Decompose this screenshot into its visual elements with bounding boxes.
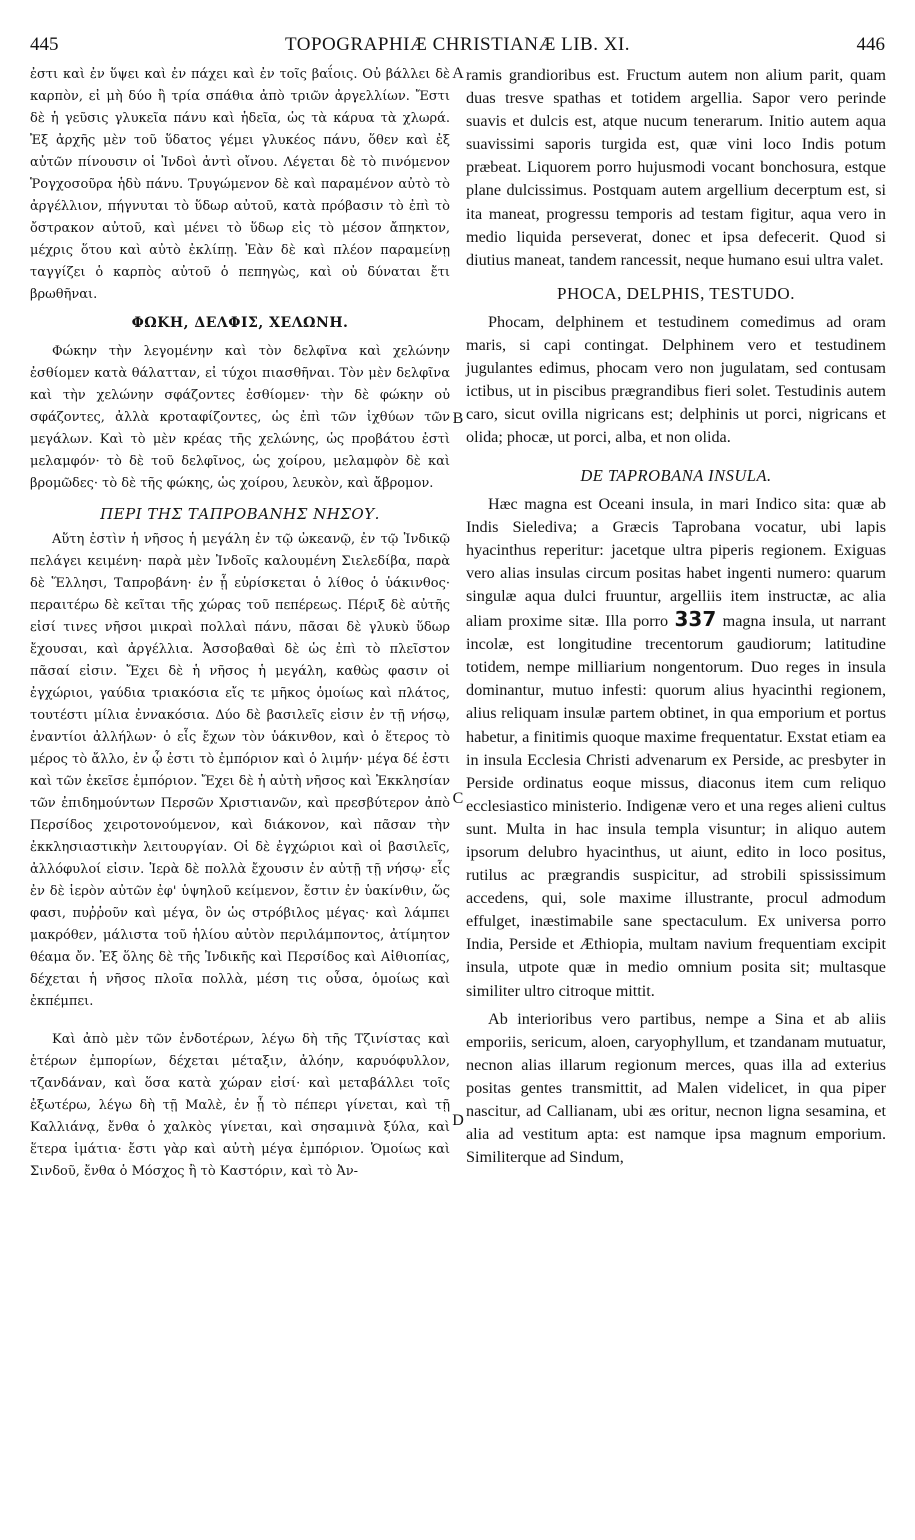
latin-paragraph-2: Phocam, delphinem et testudinem comedimus ad oram maris, si capi contingat. Delphinem vero et testudinem jugulantes edimus, phocam vero non jugulatam, sed contusam ictibus, ut in piscibus prægrandibus fieri solet. Testudinis autem caro, sicut ovilla nigricans est; delphinis ut porci, nigricans et olida; phocæ, ut porci, alba, et non olida. bbox=[466, 312, 886, 447]
page-header bbox=[30, 34, 885, 64]
latin-paragraph-3-end: magna insula, ut narrant incolæ, est longitudine trecentorum gaudiorum; latitudine totidem, nempe milliarium nongentorum. Duo reges in insula dominantur, mutuo infesti: quorum alius hyacinthi regionem, alius reliquam insulæ partem obtinet, in qua emporium et portus habetur, a finitimis quoque maxime frequentatur. Exstat etiam ea in insula Ecclesia Christi advenarum ex Perside, ac presbyter in Perside ordinatus eoque missus, diaconus item cum reliquo ecclesiastico ministerio. Indigenæ vero et una reges alieni cultus sunt. Multa in hac insula templa visuntur; in aliquo autem ipsorum delubro hyacinthus, ut aiunt, edito in loco positus, rutilus ac prægrandis suspicitur, ad strobili spississimum accedens, qui, sole maxime illustrante, procul admodum effulget, inæstimabile sane spectaculum. Ex universa porro India, Perside et Æthiopia, multam navium frequentiam excipit insula, utpote quæ in medio omnium posita sit; multasque similiter ultro citroque mittit. bbox=[466, 612, 887, 1000]
greek-paragraph-2: Φώκην τὴν λεγομένην καὶ τὸν δελφῖνα καὶ χελώνην ἐσθίομεν κατὰ θάλατταν, εἰ τύχοι πιασθῆναι. Τὸν μὲν δελφῖνα καὶ τὴν χελώνην σφάζοντες ἐσθίομεν· τὴν δὲ φώκην οὐ σφάζοντες, ἀλλὰ κροταφίζοντες, ὡς ἐπὶ τῶν ἰχθύων τῶν μεγάλων. Καὶ τὸ μὲν κρέας τῆς χελώνης, ὡς προβάτου ἐστὶ μελαμφόν· τὸ δὲ τοῦ δελφῖνος, ὡς χοίρου, μελαμφὸν δὲ καὶ βρομῶδες· τὸ δὲ τῆς φώκης, ὡς χοίρου, λευκὸν, καὶ ἄβρομον. bbox=[30, 344, 450, 491]
latin-paragraph-3-start: Hæc magna est Oceani insula, in mari Indico sita: quæ ab Indis Sielediva; a Græcis Taprobana vocatur, ubi lapis hyacinthus reperitur: jacetque ultra piperis regionem. Exiguas vero alias insulas circum positas habet ingenti numero: quarum singulæ aqua dulci fruuntur, argelliis item instructæ, ac alia aliam proxime sitæ. Illa porro bbox=[466, 494, 886, 631]
latin-heading-taprobana: DE TAPROBANA INSULA. bbox=[580, 465, 772, 485]
latin-paragraph-4: Ab interioribus vero partibus, nempe a Sina et ab aliis emporiis, sericum, aloen, caryophyllum, et tzandanam mutuatur, necnon alias illarum regionum merces, quas illa ad exterius positas gentes transmittit, ad Malen videlicet, in qua piper nascitur, ad Callianam, ubi æs oritur, necnon ligna sesamina, et alia ad vestitum apta: est namque ipsa magnum emporium. Similiterque ad Sindum, bbox=[466, 1009, 886, 1167]
original-page-number: 337 bbox=[674, 607, 717, 632]
running-title: TOPOGRAPHIÆ CHRISTIANÆ LIB. XI. bbox=[284, 34, 631, 55]
greek-paragraph-3: Αὕτη ἐστὶν ἡ νῆσος ἡ μεγάλη ἐν τῷ ὠκεανῷ, ἐν τῷ Ἰνδικῷ πελάγει κειμένη· παρὰ μὲν Ἰνδοῖς καλουμένη Σιελεδίβα, παρὰ δὲ Ἕλλησι, Ταπροβάνη· ἐν ᾗ εὑρίσκεται ὁ λίθος ὁ ὑάκινθος· περαιτέρω δὲ κεῖται τῆς χώρας τοῦ πεπέρεως. Πέριξ δὲ αὐτῆς εἰσί τινες νῆσοι μικραὶ πολλαὶ πάνυ, πᾶσαι δὲ γλυκὺ ὕδωρ ἔχουσαι, καὶ ἀργέλλια. Ἀσσοβαθαὶ δὲ ὡς ἐπὶ τὸ πλεῖστον πᾶσαί εἰσιν. Ἔχει δὲ ἡ νῆσος ἡ μεγάλη, καθὼς φασιν οἱ ἐγχώριοι, γαύδια τριακόσια εἴς τε μῆκος ὁμοίως καὶ πλάτος, τουτέστι μίλια ἐννακόσια. Δύο δὲ βασιλεῖς εἰσιν ἐν τῇ νήσῳ, ἐναντίοι ἀλλήλων· ὁ εἷς ἔχων τὸν ὑάκινθον, καὶ ὁ ἕτερος τὸ μέρος τὸ ἄλλο, ἐν ᾧ ἐστι τὸ ἐμπόριον καὶ ὁ λιμήν· μέγα δέ ἐστι καὶ τῶν ἐκεῖσε ἐμπόριον. Ἔχει δὲ ἡ αὐτὴ νῆσος καὶ Ἐκκλησίαν τῶν ἐπιδημούντων Περσῶν Χριστιανῶν, καὶ πρεσβύτερον ἀπὸ Περσίδος χειροτονούμενον, καὶ διάκονον, καὶ πᾶσαν τὴν ἐκκλησιαστικὴν λειτουργίαν. Οἱ δὲ ἐγχώριοι καὶ οἱ βασιλεῖς, ἀλλόφυλοί εἰσιν. Ἱερὰ δὲ πολλὰ ἔχουσιν ἐν αὐτῇ τῇ νήσῳ· εἷς ἐν δὲ ἱερὸν αὐτῶν ἐφ' ὑψηλοῦ κείμενον, ἔστιν ἐν ὑακίνθιν, ὥς φασι, πυῤῥοῦν καὶ μέγα, ὃν ὡς στρόβιλος μέγας· καὶ λάμπει μακρόθεν, μάλιστα τοῦ ἡλίου αὐτὸν περιλάμποντος, ἀτίμητον θέαμα ὄν. Ἐξ ὅλης δὲ τῆς Ἰνδικῆς καὶ Περσίδος καὶ Αἰθιοπίας, δέχεται ἡ νῆσος πλοῖα πολλὰ, μέση τις οὖσα, ὁμοίως καὶ ἐκπέμπει. bbox=[30, 532, 450, 1009]
latin-column bbox=[466, 64, 886, 1169]
greek-heading-taprobana: ΠΕΡΙ ΤΗΣ ΤΑΠΡΟΒΑΝΗΣ ΝΗΣΟΥ. bbox=[100, 505, 380, 523]
margin-letter-c: C bbox=[452, 790, 464, 807]
margin-letter-b: B bbox=[452, 410, 464, 427]
latin-heading-phoca: PHOCA, DELPHIS, TESTUDO. bbox=[557, 283, 795, 303]
margin-letter-a: A bbox=[452, 65, 464, 82]
greek-paragraph-1: ἐστι καὶ ἐν ὕψει καὶ ἐν πάχει καὶ ἐν τοῖς βαΐοις. Οὐ βάλλει δὲ καρπὸν, εἰ μὴ δύο ἢ τρία σπάθια ἀπὸ τριῶν ἀργελλίων. Ἔστι δὲ ἡ γεῦσις γλυκεῖα πάνυ καὶ ἡδεῖα, ὡς τὰ κάρυα τὰ χλωρά. Ἐξ ἀρχῆς μὲν τοῦ ὕδατος γέμει γλυκέος πάνυ, ὅθεν καὶ ἐξ αὐτῶν πίνουσιν οἱ Ἰνδοὶ ἀντὶ οἴνου. Λέγεται δὲ τὸ πινόμενον Ῥογχοσοῦρα ἡδὺ πάνυ. Τρυγώμενον δὲ καὶ παραμένον αὐτὸ τὸ ἀργέλλιον, πήγνυται τὸ ὕδωρ αὐτοῦ, κατὰ πρόβασιν τὸ ἐπὶ τὸ ὄστρακον αὐτοῦ, καὶ μένει τὸ ὕδωρ εἰς τὸ μέσον ἄπηκτον, μέχρις ὅτου καὶ αὐτὸ ἐκλίπῃ. Ἐὰν δὲ καὶ πλέον παραμείνῃ ταγγίζει ὁ καρπὸς αὐτοῦ ὁ πεπηγὼς, καὶ οὐ δύναται ἔτι βρωθῆναι. bbox=[30, 67, 450, 302]
latin-paragraph-1: ramis grandioribus est. Fructum autem non alium parit, quam duas tresve spathas et totidem argellia. Sapor vero perinde suavis et dulcis est, atque nucum tenerarum. Initio autem aqua suavissimi saporis turgida est, quæ vini loco Indis potum præbeat. Liquorem porro hujusmodi vocant bonchosura, estque plane dulcissimus. Postquam autem argellium decerptum est, si ita maneat, progressu temporis ad testam figitur, aqua vero in medio liquida perseverat, donec et ipsa defecerit. Quod si diutius maneat, tandem rancessit, neque humano esui ultra valet. bbox=[466, 66, 886, 269]
greek-paragraph-4: Καὶ ἀπὸ μὲν τῶν ἐνδοτέρων, λέγω δὴ τῆς Τζινίστας καὶ ἑτέρων ἐμπορίων, δέχεται μέταξιν, ἀλόην, καρυόφυλλον, τζανδάναν, καὶ ὅσα κατὰ χώραν εἰσί· καὶ μεταβάλλει τοῖς ἐξωτέρω, λέγω δὴ τῇ Μαλὲ, ἐν ᾗ τὸ πέπερι γίνεται, καὶ τῇ Καλλιάνᾳ, ἔνθα ὁ χαλκὸς γίνεται, καὶ σησαμινὰ ξύλα, καὶ ἕτερα ἱμάτια· ἔστι γὰρ καὶ αὐτὴ μέγα ἐμπόριον. Ὁμοίως καὶ Σινδοῦ, ἔνθα ὁ Μόσχος ἢ τὸ Καστόριν, καὶ τὸ Ἀν- bbox=[30, 1032, 450, 1179]
greek-heading-phoca: ΦΩΚΗ, ΔΕΛΦΙΣ, ΧΕΛΩΝΗ. bbox=[131, 315, 349, 331]
latin-paragraph-3 bbox=[466, 493, 886, 1003]
margin-letter-d: D bbox=[452, 1112, 464, 1129]
greek-column bbox=[30, 64, 450, 1183]
left-page-number: 445 bbox=[30, 34, 59, 55]
right-page-number: 446 bbox=[856, 34, 885, 55]
